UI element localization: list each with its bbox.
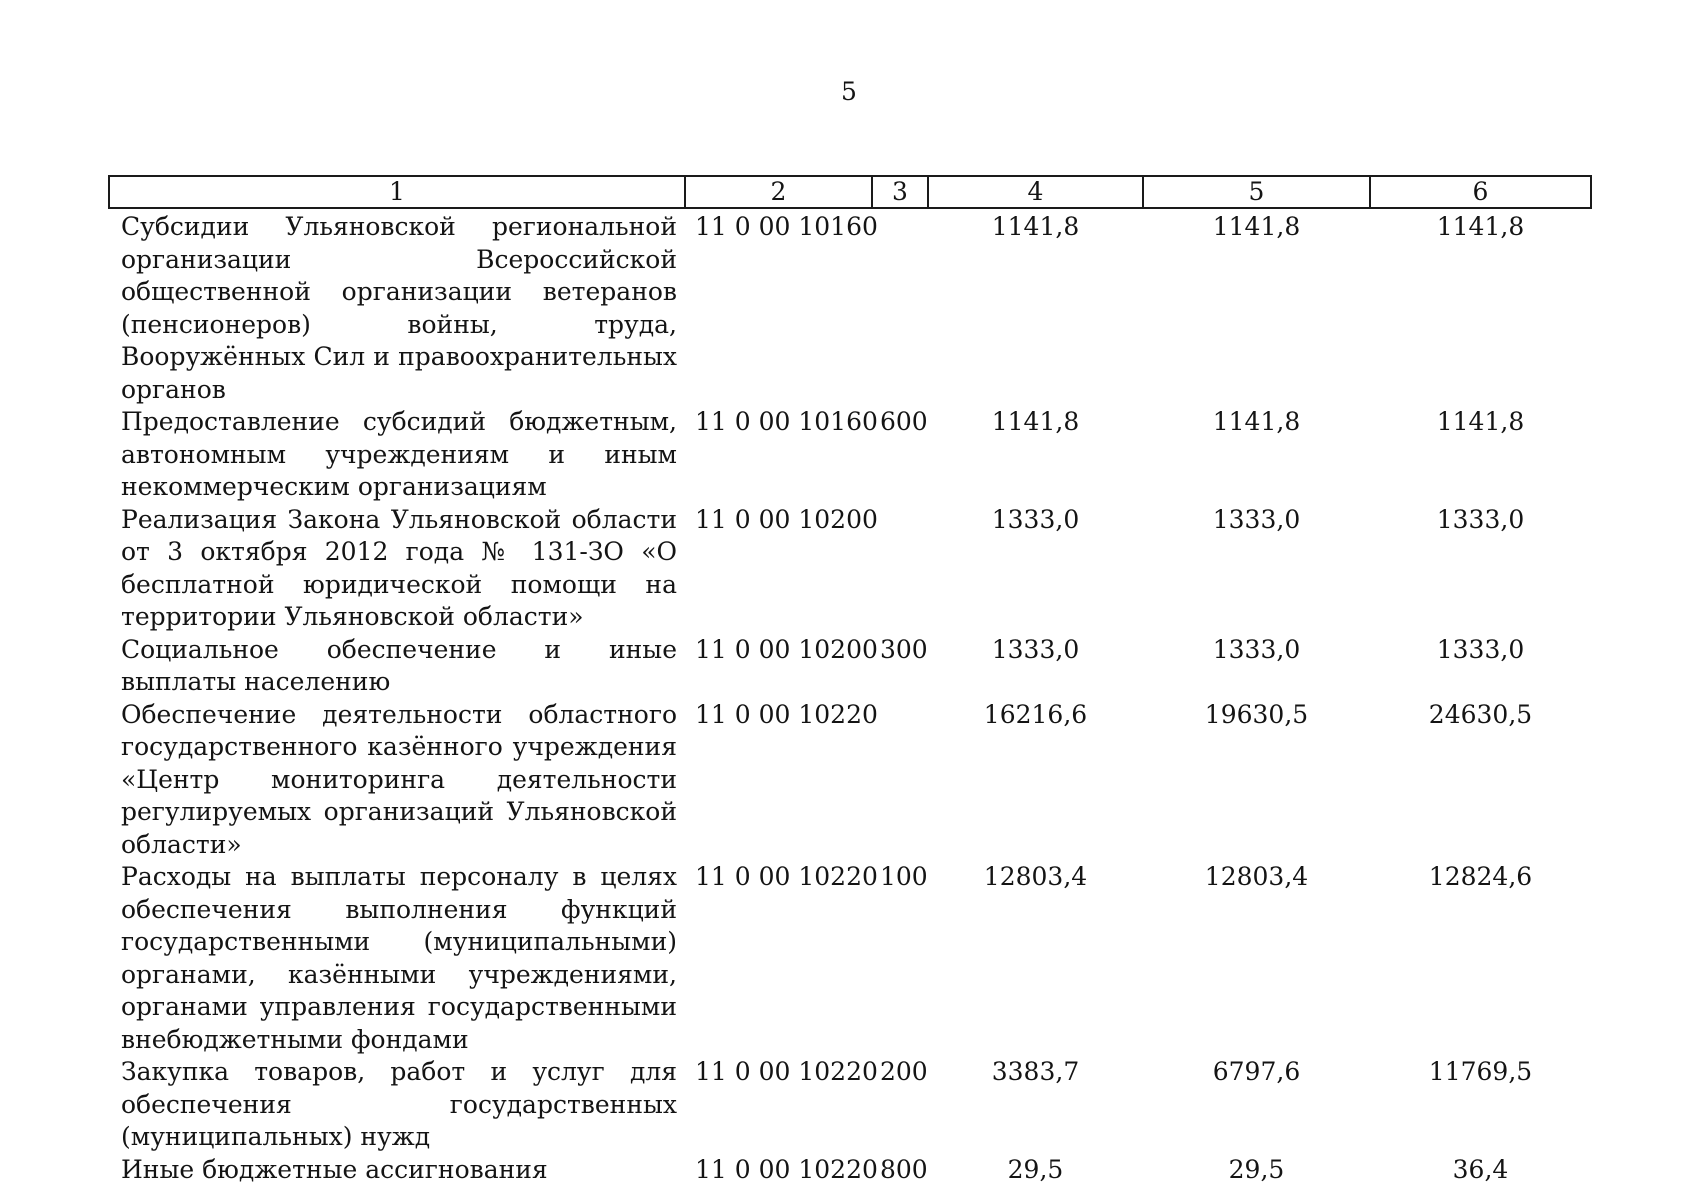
row-value-6: 1333,0 (1436, 634, 1525, 664)
table-row (109, 504, 1591, 634)
row-name: Реализация Закона Ульяновской области от 3 октября 2012 года № 131-ЗО «О бесплатной юридической помощи на территории Ульяновской области» (121, 504, 677, 631)
row-code: 11 0 00 10220 (695, 1154, 878, 1184)
row-type (872, 504, 928, 634)
header-row (109, 176, 1591, 208)
header-col-5: 5 (1143, 176, 1370, 208)
header-col-3: 3 (872, 176, 928, 208)
row-value-6: 1141,8 (1436, 407, 1525, 436)
row-type (872, 699, 928, 862)
row-type: 800 (880, 1154, 928, 1184)
row-name: Расходы на выплаты персоналу в целях обеспечения выполнения функций государственными (муниципальными) органами, казёнными учреждениями, органами управления государственными внебюджетными фондами (121, 862, 677, 1054)
header-col-1: 1 (109, 176, 685, 208)
row-value-6: 36,4 (1452, 1154, 1509, 1184)
row-value-5: 1141,8 (1212, 407, 1301, 436)
table-row (109, 1154, 1591, 1187)
row-code: 11 0 00 10160 (695, 407, 878, 436)
table-header (109, 176, 1591, 208)
row-name: Социальное обеспечение и иные выплаты населению (121, 634, 677, 696)
row-name: Закупка товаров, работ и услуг для обеспечения государственных (муниципальных) нужд (121, 1057, 677, 1151)
table-body (109, 208, 1591, 1186)
header-col-6: 6 (1370, 176, 1591, 208)
row-value-4: 3383,7 (991, 1057, 1080, 1086)
table-row (109, 208, 1591, 406)
row-value-4: 1333,0 (991, 504, 1080, 534)
row-value-5: 6797,6 (1212, 1057, 1301, 1086)
row-name: Обеспечение деятельности областного государственного казённого учреждения «Центр мониторинга деятельности регулируемых организаций Ульяновской области» (121, 699, 677, 859)
row-value-5: 1333,0 (1212, 504, 1301, 534)
row-name: Субсидии Ульяновской региональной организации Всероссийской общественной организации ветеранов (пенсионеров) войны, труда, Вооружённых Сил и правоохранительных органов (121, 212, 677, 404)
row-value-6: 11769,5 (1428, 1057, 1533, 1086)
row-value-5: 12803,4 (1204, 862, 1309, 891)
row-value-4: 29,5 (1007, 1154, 1064, 1184)
row-type: 200 (880, 1057, 928, 1086)
table-row (109, 406, 1591, 504)
row-value-4: 1141,8 (991, 212, 1080, 241)
header-col-2: 2 (685, 176, 872, 208)
row-value-4: 1141,8 (991, 407, 1080, 436)
row-type: 600 (880, 407, 928, 436)
table-row (109, 634, 1591, 699)
row-code: 11 0 00 10220 (695, 862, 878, 891)
row-value-5: 1141,8 (1212, 212, 1301, 241)
row-type: 100 (880, 862, 928, 891)
row-value-5: 19630,5 (1204, 699, 1309, 729)
row-value-4: 16216,6 (983, 699, 1088, 729)
header-col-4: 4 (928, 176, 1143, 208)
row-name: Иные бюджетные ассигнования (121, 1154, 548, 1184)
table-row (109, 861, 1591, 1056)
table-row (109, 699, 1591, 862)
row-code: 11 0 00 10160 (695, 212, 878, 241)
row-value-6: 1333,0 (1436, 504, 1525, 534)
row-value-5: 1333,0 (1212, 634, 1301, 664)
page-number: 5 (841, 77, 857, 106)
row-value-4: 1333,0 (991, 634, 1080, 664)
row-code: 11 0 00 10200 (695, 634, 878, 664)
row-type (872, 208, 928, 406)
row-code: 11 0 00 10200 (695, 504, 878, 534)
row-name: Предоставление субсидий бюджетным, автономным учреждениям и иным некоммерческим организациям (121, 407, 677, 501)
budget-table (108, 175, 1592, 1186)
row-value-6: 12824,6 (1428, 862, 1533, 891)
row-value-5: 29,5 (1228, 1154, 1285, 1184)
row-value-4: 12803,4 (983, 862, 1088, 891)
row-value-6: 24630,5 (1428, 699, 1533, 729)
table-row (109, 1056, 1591, 1154)
row-code: 11 0 00 10220 (695, 699, 878, 729)
row-value-6: 1141,8 (1436, 212, 1525, 241)
row-type: 300 (880, 634, 928, 664)
row-code: 11 0 00 10220 (695, 1057, 878, 1086)
